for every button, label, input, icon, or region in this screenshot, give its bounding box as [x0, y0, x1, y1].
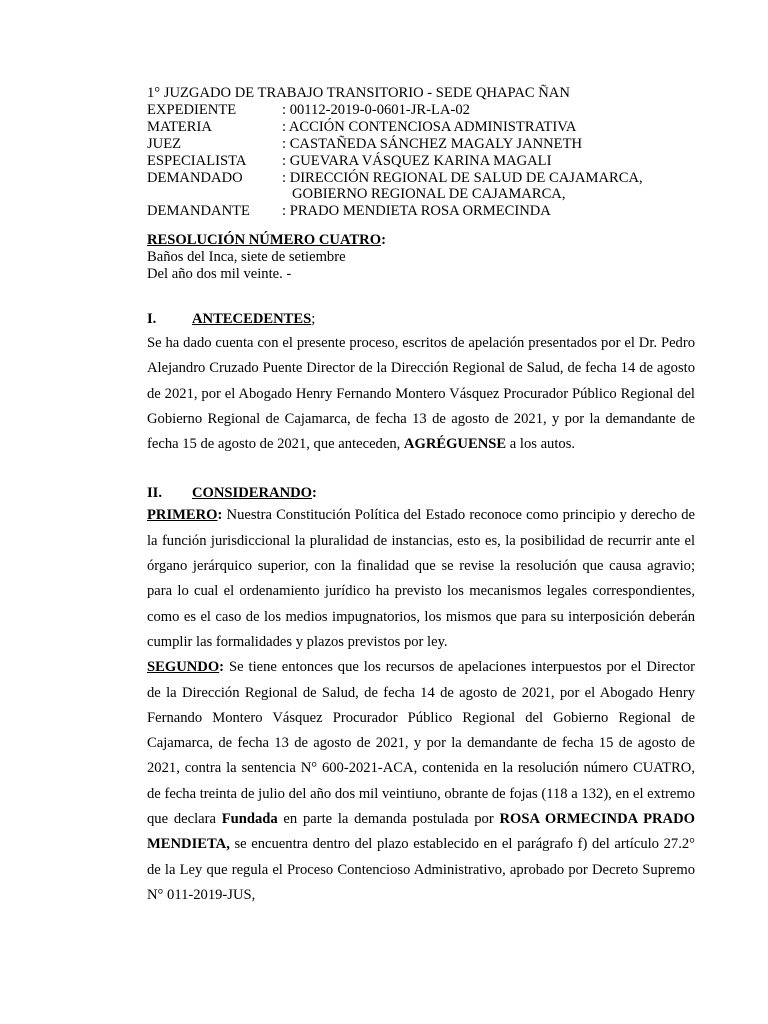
document-body — [147, 85, 695, 908]
section-considerando — [147, 483, 695, 908]
section-title-suffix: : — [312, 485, 317, 502]
resolution-place-date: Baños del Inca, siete de setiembre — [147, 249, 346, 266]
section-title-suffix: ; — [311, 310, 316, 327]
header-row-materia — [147, 119, 695, 136]
resolution-year: Del año dos mil veinte. - — [147, 266, 292, 283]
header-value: : DIRECCIÓN REGIONAL DE SALUD DE CAJAMARCA, — [282, 169, 643, 186]
primero-label: PRIMERO — [147, 507, 218, 524]
section-title: ANTECEDENTES — [192, 310, 312, 327]
header-row-demandante — [147, 203, 695, 220]
header-key: EXPEDIENTE — [147, 101, 237, 118]
header-row-especialista — [147, 153, 695, 170]
resolution-title — [147, 232, 695, 249]
resolution-title-colon: : — [381, 232, 386, 249]
primero-text: Nuestra Constitución Política del Estado reconoce como principio y derecho de la función jurisdiccional la pluralidad de instancias, esto es, la posibilidad de recurrir ante el órgano jerárquico superior, con la finalidad que se revise la resolución que causa agravio; para lo cual el ordenamiento jurídico ha previsto los mecanismos legales correspondientes, como es el caso de los medios impugnatorios, los mismos que para su interposición deberán cumplir las formalidades y plazos previstos por ley. — [147, 507, 695, 650]
header-key: DEMANDADO — [147, 169, 243, 186]
segundo-text-end: se encuentra dentro del plazo establecido en el parágrafo f) del artículo 27.2° de la Ley que regula el Proceso Contencioso Administrativo, aprobado por Decreto Supremo N° 011-2019-JUS, — [147, 836, 695, 903]
header-value: : ACCIÓN CONTENCIOSA ADMINISTRATIVA — [282, 118, 577, 135]
header-key: DEMANDANTE — [147, 203, 250, 220]
court-name: 1° JUZGADO DE TRABAJO TRANSITORIO - SEDE QHAPAC ÑAN — [147, 85, 570, 101]
section-number: I. — [147, 310, 157, 327]
segundo-paragraph — [147, 655, 695, 908]
segundo-text-continued: en parte la demanda postulada por — [277, 811, 500, 828]
agreguense-text: AGRÉGUENSE — [403, 436, 507, 453]
resolution-block — [147, 232, 695, 283]
header-row-expediente — [147, 102, 695, 119]
case-header — [147, 85, 695, 220]
section-antecedentes — [147, 309, 695, 457]
header-key: ESPECIALISTA — [147, 152, 247, 169]
segundo-colon: : — [219, 659, 225, 676]
header-value: GOBIERNO REGIONAL DE CAJAMARCA, — [292, 186, 566, 203]
paragraph-text: Se ha dado cuenta con el presente proceso, escritos de apelación presentados por el Dr. Pedro Alejandro Cruzado Puente Director de la Dirección Regional de Salud, de fecha 14 de agosto de 2021, por el Abogado Henry Fernando Montero Vásquez Procurador Público Regional del Gobierno Regional de Cajamarca, de fecha 13 de agosto de 2021, y por la demandante de fecha 15 de agosto de 2021, que anteceden, — [147, 334, 695, 453]
header-row-demandado — [147, 170, 695, 187]
section-heading — [147, 483, 695, 503]
header-value: : CASTAÑEDA SÁNCHEZ MAGALY JANNETH — [282, 135, 583, 152]
header-key: MATERIA — [147, 118, 212, 135]
header-key: JUEZ — [147, 135, 182, 152]
header-value: : GUEVARA VÁSQUEZ KARINA MAGALI — [282, 152, 552, 169]
section-heading — [147, 309, 695, 329]
primero-colon: : — [217, 507, 223, 524]
resolution-title-text: RESOLUCIÓN NÚMERO CUATRO — [147, 232, 382, 249]
header-key — [147, 186, 282, 203]
segundo-label: SEGUNDO — [147, 659, 220, 676]
header-row-demandado-continued — [147, 186, 695, 203]
antecedentes-paragraph — [147, 331, 695, 457]
plaintiff-name: ROSA ORMECINDA PRADO MENDIETA, — [147, 811, 695, 853]
section-title: CONSIDERANDO — [192, 485, 313, 502]
primero-paragraph — [147, 503, 695, 655]
paragraph-text-end: a los autos. — [506, 436, 576, 453]
section-number: II. — [147, 485, 163, 502]
header-value: : PRADO MENDIETA ROSA ORMECINDA — [282, 203, 551, 220]
fundada-text: Fundada — [221, 811, 278, 828]
segundo-text: Se tiene entonces que los recursos de apelaciones interpuestos por el Director de la Dirección Regional de Salud, de fecha 14 de agosto de 2021, por el Abogado Henry Fernando Montero Vásquez Procurador Público Regional del Gobierno Regional de Cajamarca, de fecha 13 de agosto de 2021, y por la demandante de fecha 15 de agosto de 2021, contra la sentencia N° 600-2021-ACA, contenida en la resolución número CUATRO, de fecha treinta de julio del año dos mil veintiuno, obrante de fojas (118 a 132), en el extremo que declara — [147, 659, 695, 828]
header-row-juez — [147, 136, 695, 153]
header-value: : 00112-2019-0-0601-JR-LA-02 — [282, 101, 470, 118]
